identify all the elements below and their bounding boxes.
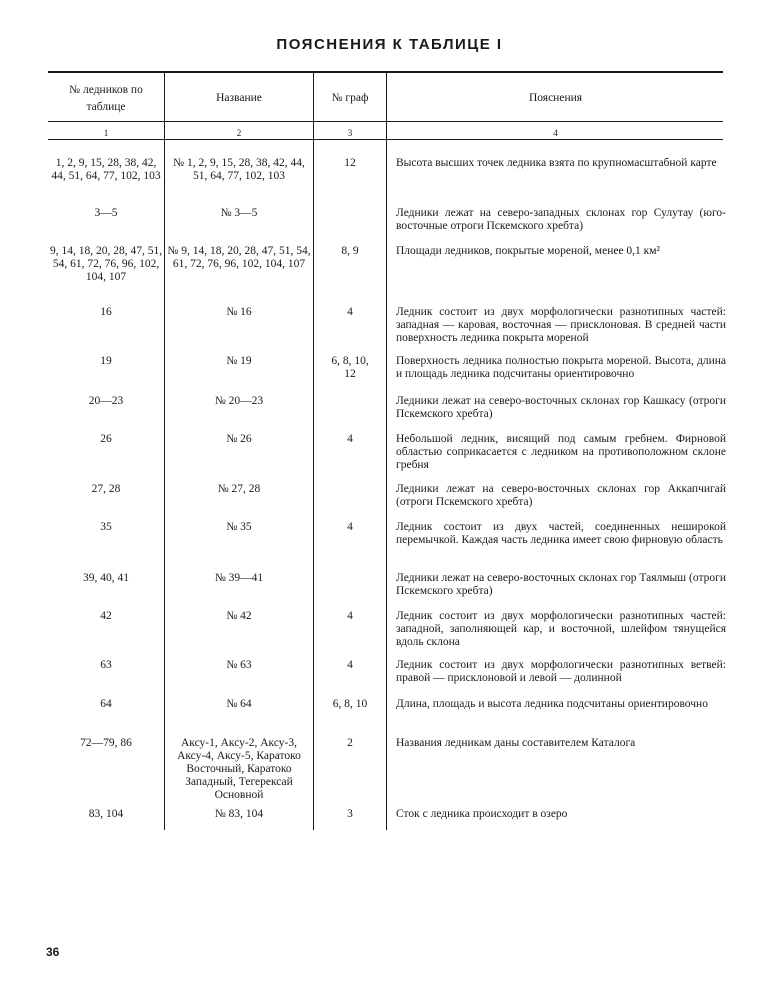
column-divider-body [313, 140, 314, 830]
row-note: Названия ледникам даны составителем Каталога [396, 737, 636, 749]
row-graphs: 4 [347, 521, 353, 533]
row-note: Ледники лежат на северо-западных склонах гор Сулутау (юго-восточные отроги Пскемского хребта) [396, 207, 726, 232]
row-name: № 27, 28 [217, 483, 261, 495]
row-graphs: 2 [347, 737, 353, 749]
column-divider [313, 72, 314, 140]
row-name: № 19 [226, 355, 252, 367]
column-number: 1 [103, 128, 109, 138]
row-name: № 64 [226, 698, 252, 710]
column-divider [386, 72, 387, 140]
row-name: № 35 [226, 521, 252, 533]
row-glacier-numbers: 27, 28 [91, 483, 121, 495]
row-note: Ледники лежат на северо-восточных склонах гор Таялмыш (отроги Пскемского хребта) [396, 572, 726, 597]
column-number: 4 [553, 128, 558, 138]
row-graphs: 6, 8, 10, 12 [331, 355, 369, 380]
row-graphs: 4 [347, 306, 353, 318]
row-name: № 26 [226, 433, 252, 445]
column-number: 3 [347, 128, 353, 138]
row-glacier-numbers: 64 [100, 698, 112, 710]
row-glacier-numbers: 72—79, 86 [80, 737, 132, 749]
row-note: Ледники лежат на северо-восточных склонах гор Кашкасу (отроги Пскемского хребта) [396, 395, 726, 420]
row-glacier-numbers: 39, 40, 41 [83, 572, 129, 584]
row-glacier-numbers: 42 [100, 610, 112, 622]
row-note: Ледник состоит из двух частей, соединенных неширокой перемычкой. Каждая часть ледника имеет свою фирновую область [396, 521, 726, 546]
row-note: Площади ледников, покрытые мореной, менее 0,1 км² [396, 245, 660, 257]
row-graphs: 3 [347, 808, 353, 820]
row-name: № 20—23 [214, 395, 264, 407]
row-name: № 3—5 [220, 207, 258, 219]
row-graphs: 4 [347, 610, 353, 622]
page-title: ПОЯСНЕНИЯ К ТАБЛИЦЕ I [276, 36, 503, 53]
row-glacier-numbers: 9, 14, 18, 20, 28, 47, 51, 54, 61, 72, 76, 96, 102, 104, 107 [49, 245, 163, 283]
row-name: № 42 [226, 610, 252, 622]
row-graphs: 4 [347, 659, 353, 671]
page-number: 36 [46, 945, 60, 959]
column-number: 2 [236, 128, 242, 138]
row-graphs: 8, 9 [341, 245, 359, 257]
row-note: Ледники лежат на северо-восточных склонах гор Аккапчигай (отроги Пскемского хребта) [396, 483, 726, 508]
row-glacier-numbers: 16 [100, 306, 112, 318]
row-graphs: 6, 8, 10 [332, 698, 368, 710]
row-note: Высота высших точек ледника взята по крупномасштабной карте [396, 157, 717, 169]
row-note: Ледник состоит из двух морфологически разнотипных частей: западная — каровая, восточная — присклоновая. В средней части поверхность ледника покрыта мореной [396, 306, 726, 344]
row-name: Аксу-1, Аксу-2, Аксу-3, Аксу-4, Аксу-5, Каратоко Восточный, Каратоко Западный, Тегерексай Основной [177, 737, 301, 801]
row-glacier-numbers: 35 [100, 521, 112, 533]
row-note: Сток с ледника происходит в озеро [396, 808, 568, 820]
row-name: № 9, 14, 18, 20, 28, 47, 51, 54, 61, 72, 76, 96, 102, 104, 107 [167, 245, 311, 270]
header-glacier-numbers: № ледников по таблице [69, 84, 143, 113]
row-glacier-numbers: 19 [100, 355, 112, 367]
row-glacier-numbers: 1, 2, 9, 15, 28, 38, 42, 44, 51, 64, 77, 102, 103 [51, 157, 161, 182]
row-note: Поверхность ледника полностью покрыта мореной. Высота, длина и площадь ледника подсчитаны ориентировочно [396, 355, 726, 380]
row-graphs: 12 [344, 157, 356, 169]
row-note: Небольшой ледник, висящий под самым гребнем. Фирновой областью соприкасается с ледником на противоположном склоне гребня [396, 433, 726, 471]
header-name: Название [216, 92, 262, 104]
row-note: Ледник состоит из двух морфологически разнотипных ветвей: правой — присклоновой и левой — долинной [396, 659, 726, 684]
row-glacier-numbers: 20—23 [88, 395, 124, 407]
row-glacier-numbers: 83, 104 [88, 808, 124, 820]
header-notes: Пояснения [528, 92, 583, 104]
column-divider-body [386, 140, 387, 830]
row-glacier-numbers: 63 [100, 659, 112, 671]
row-note: Длина, площадь и высота ледника подсчитаны ориентировочно [396, 698, 708, 710]
row-glacier-numbers: 3—5 [94, 207, 118, 219]
row-name: № 83, 104 [214, 808, 264, 820]
column-divider [164, 72, 165, 140]
column-divider-body [164, 140, 165, 830]
header-graphs: № граф [331, 92, 369, 104]
row-name: № 16 [226, 306, 252, 318]
row-graphs: 4 [347, 433, 353, 445]
row-glacier-numbers: 26 [100, 433, 112, 445]
row-name: № 1, 2, 9, 15, 28, 38, 42, 44, 51, 64, 77, 102, 103 [173, 157, 305, 182]
row-name: № 39—41 [214, 572, 264, 584]
row-note: Ледник состоит из двух морфологически разнотипных частей: западной, заполняющей кар, и восточной, шлейфом тянущейся вдоль склона [396, 610, 726, 648]
row-name: № 63 [226, 659, 252, 671]
